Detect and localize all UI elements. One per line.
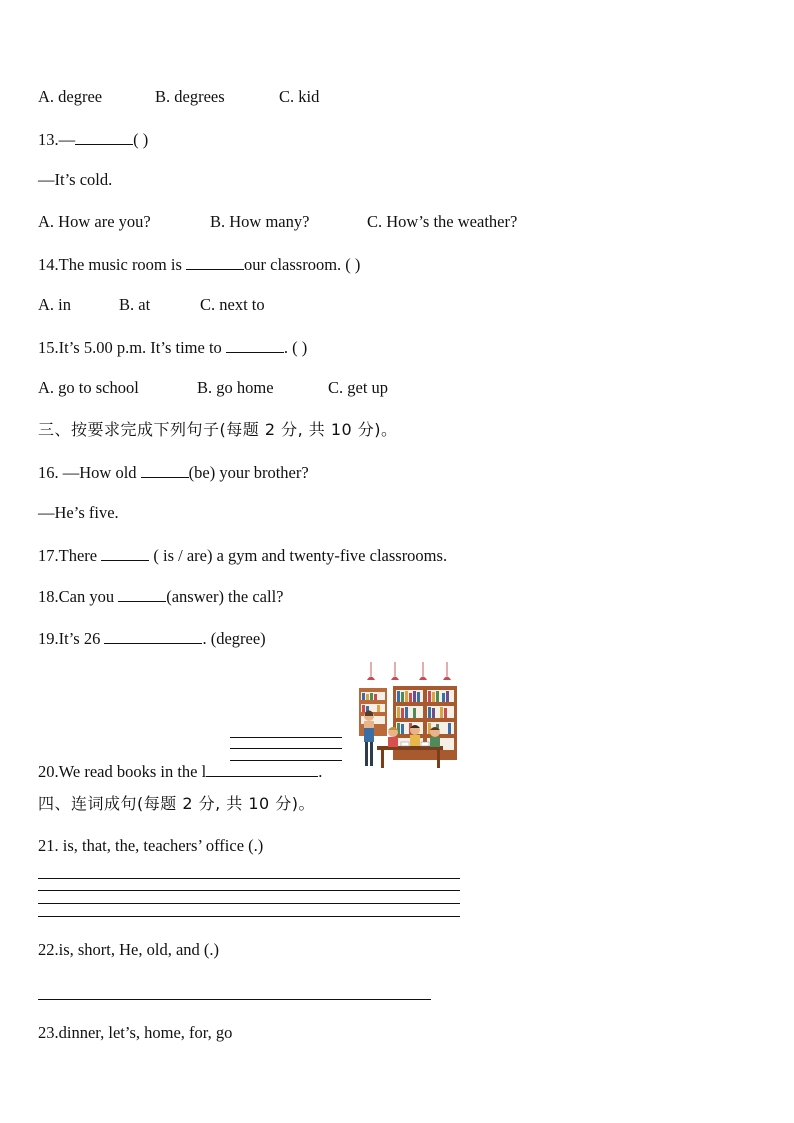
q15-blank[interactable] [226,337,284,353]
q20-question [38,761,322,782]
q13-question [38,129,148,150]
q17-question [38,545,447,566]
q18-before: 18.Can you [38,587,115,606]
q20-after: . [318,762,323,781]
q23-question: 23.dinner, let’s, home, for, go [38,1023,233,1042]
q16-after: (be) your brother? [188,463,309,482]
q18-after: (answer) the call? [166,587,284,606]
q14-before: 14.The music room is [38,255,182,274]
q21-question: 21. is, that, the, teachers’ office (.) [38,836,264,855]
q22-question: 22.is, short, He, old, and (.) [38,940,220,959]
hanging-lamp-icon [367,662,451,680]
q21-answer-line[interactable] [38,916,460,917]
q13-paren: ( ) [133,130,149,149]
q13-prefix: 13.— [38,130,76,149]
q16-answer-line: —He’s five. [38,503,119,522]
q16-question [38,462,309,483]
q12-option-c: C. kid [279,87,320,106]
q14-after: our classroom. ( ) [244,255,361,274]
q19-before: 19.It’s 26 [38,629,101,648]
q21-answer-line[interactable] [38,903,460,904]
q22-answer-line[interactable] [38,999,431,1000]
q13-options [38,212,517,232]
q16-before: 16. —How old [38,463,137,482]
q15-option-a: A. go to school [38,378,139,397]
q18-question [38,586,283,607]
q12-options [38,87,319,107]
q15-option-c: C. get up [328,378,389,397]
q14-blank[interactable] [186,254,244,270]
q15-options [38,378,388,398]
q15-before: 15.It’s 5.00 p.m. It’s time to [38,338,222,357]
q15-after: . ( ) [283,338,308,357]
section-3-heading: 三、按要求完成下列句子(每题 2 分, 共 10 分)。 [38,420,398,439]
reader-icon [388,725,440,747]
q12-option-b: B. degrees [155,87,225,106]
section-4-heading: 四、连词成句(每题 2 分, 共 10 分)。 [38,794,316,813]
q14-options [38,295,265,315]
q16-blank[interactable] [141,462,189,478]
q20-before: 20.We read books in the l [38,762,207,781]
q13-option-b: B. How many? [210,212,310,231]
q19-blank[interactable] [104,628,202,644]
q19-after: . (degree) [202,629,266,648]
q17-blank[interactable] [101,545,149,561]
q20-writing-line[interactable] [230,748,342,749]
q13-option-c: C. How’s the weather? [367,212,518,231]
person-icon [364,711,374,767]
q15-option-b: B. go home [197,378,274,397]
q21-answer-line[interactable] [38,890,460,891]
q18-blank[interactable] [118,586,166,602]
q14-option-a: A. in [38,295,71,314]
q14-option-b: B. at [119,295,151,314]
q15-question [38,337,307,358]
q13-blank[interactable] [75,129,133,145]
q14-option-c: C. next to [200,295,265,314]
q13-answer-line: —It’s cold. [38,170,113,189]
q21-answer-line[interactable] [38,878,460,879]
q12-option-a: A. degree [38,87,103,106]
q20-writing-line[interactable] [230,737,342,738]
q20-blank[interactable] [206,761,318,777]
q17-before: 17.There [38,546,98,565]
q13-option-a: A. How are you? [38,212,151,231]
library-illustration [357,662,459,770]
q14-question [38,254,360,275]
q17-after: ( is / are) a gym and twenty-five classrooms. [153,546,448,565]
q19-question [38,628,266,649]
